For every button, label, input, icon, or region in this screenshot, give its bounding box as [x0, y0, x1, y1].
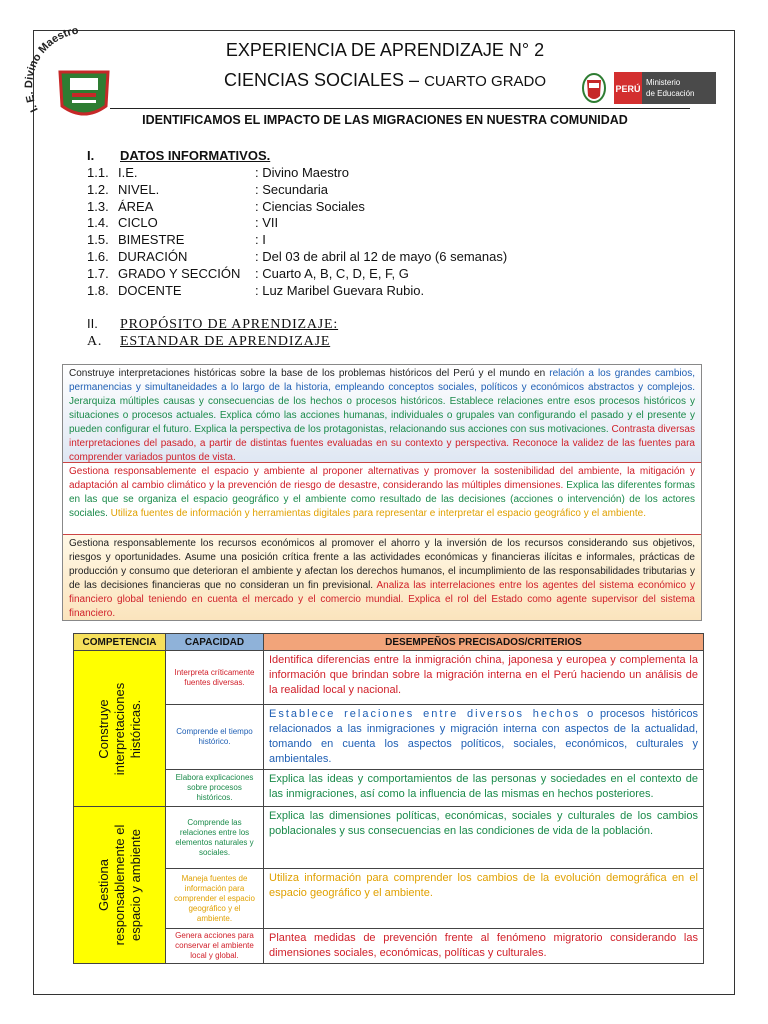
section-number: I.	[87, 148, 95, 163]
competencia-espacio	[74, 807, 166, 964]
competencia-line: espacio y ambiente	[127, 828, 143, 942]
datos-key: NIVEL.	[118, 181, 160, 197]
standard-economia	[63, 535, 701, 620]
datos-row	[87, 266, 507, 283]
datos-value: : Divino Maestro	[255, 165, 349, 180]
standard-text: Explica las diferentes formas en las que se organiza el espacio geográfico y el ambiente como resultado de las decisiones (acciones o intervención) de los actores sociales.	[69, 480, 695, 519]
table-row	[74, 770, 704, 807]
datos-key: DOCENTE	[118, 282, 182, 298]
competencia-line: históricas.	[127, 699, 143, 758]
table-header-row	[74, 634, 704, 651]
datos-row	[87, 283, 507, 300]
datos-value: : Luz Maribel Guevara Rubio.	[255, 282, 425, 298]
competencia-label	[96, 825, 144, 946]
datos-value: : VII	[255, 215, 279, 231]
competencias-table	[73, 633, 704, 964]
grade-label: CUARTO GRADO	[424, 73, 547, 90]
datos-key: CICLO	[118, 215, 158, 231]
capacidad-cell: Elabora explicaciones sobre procesos históricos.	[166, 770, 264, 807]
peru-shield-icon	[583, 74, 605, 102]
header-capacidad: CAPACIDAD	[166, 634, 264, 651]
datos-value: : I	[255, 232, 266, 248]
datos-num: 1.7.	[87, 265, 109, 281]
datos-num: 1.2.	[87, 181, 109, 197]
standard-historia	[63, 365, 701, 463]
capacidad-cell: Comprende el tiempo histórico.	[166, 705, 264, 770]
header-competencia: COMPETENCIA	[74, 634, 166, 651]
experience-subtitle: IDENTIFICAMOS EL IMPACTO DE LAS MIGRACIONES EN NUESTRA COMUNIDAD	[142, 113, 628, 127]
datos-row	[87, 165, 507, 182]
standard-text: Gestiona responsablemente los recursos económicos al promover el ahorro y la inversión de los recursos considerando sus objetivos, riesgos y oportunidades. Asume una posición crítica frente a las actividades económicas y financieras ilícitas e informales, prácticas de producción y consumo que deterioran el ambiente y afectan los derechos humanos, el incumplimiento de las responsabilidades tributarias y de las decisiones financieras que no consideran un fin previsional.	[69, 538, 695, 591]
datos-row	[87, 182, 507, 199]
datos-num: 1.5.	[87, 232, 109, 248]
datos-row	[87, 215, 507, 232]
datos-list	[87, 165, 507, 299]
datos-value: : Secundaria	[255, 181, 328, 197]
datos-key: ÁREA	[118, 198, 154, 214]
standards-box	[62, 364, 702, 621]
competencia-line: Gestiona	[95, 858, 111, 912]
standard-text: Contrasta diversas interpretaciones del pasado, a partir de distintas fuentes evaluadas en su contexto y perspectiva. Reconoce la validez de las fuentes para comprender variados puntos de vista.	[69, 424, 695, 463]
standard-text: Utiliza fuentes de información y herramientas digitales para representar e interpretar el espacio geográfico y el ambiente.	[107, 508, 646, 519]
datos-key: GRADO Y SECCIÓN	[118, 265, 241, 281]
section-label: PROPÓSITO DE APRENDIZAJE:	[120, 317, 339, 332]
competencia-historia	[74, 651, 166, 807]
page-title: EXPERIENCIA DE APRENDIZAJE N° 2	[225, 40, 545, 60]
competencia-line: responsablemente el	[111, 824, 127, 946]
datos-value: : Cuarto A, B, C, D, E, F, G	[255, 265, 409, 281]
section-label: ESTANDAR DE APRENDIZAJE	[120, 334, 331, 349]
competencia-line: Construye	[95, 698, 111, 759]
datos-row	[87, 232, 507, 249]
capacidad-cell: Genera acciones para conservar el ambiente local y global.	[166, 929, 264, 964]
datos-key: DURACIÓN	[118, 248, 188, 264]
standard-text: Gestiona responsablemente el espacio y ambiente al proponer alternativas y promover la sostenibilidad del ambiente, la mitigación y adaptación al cambio climático y la prevención de riesgo de desastre, considerando las múltiples dimensiones.	[69, 466, 695, 491]
standard-text: Analiza las interrelaciones entre los agentes del sistema económico y financiero global teniendo en cuenta el mercado y el comercio mundial. Explica el rol del Estado como agente supervisor del sistema financiero.	[69, 580, 696, 619]
standard-espacio	[63, 463, 701, 535]
table-row	[74, 929, 704, 964]
datos-num: 1.6.	[87, 248, 109, 264]
desempeno-cell: Explica las ideas y comportamientos de las personas y sociedades en el contexto de las inmigraciones, así como la influencia de las mismas en hechos posteriores.	[264, 770, 704, 807]
datos-value: : Del 03 de abril al 12 de mayo (6 semanas)	[255, 248, 508, 264]
section-number: A.	[87, 334, 103, 349]
section-estandar-heading	[87, 334, 330, 350]
datos-num: 1.3.	[87, 198, 109, 214]
standard-text: Jerarquiza múltiples causas y consecuencias de los hechos o procesos históricos. Establece relaciones entre esos procesos históricos y situaciones o procesos actuales. Explica cómo las acciones humanas, individuales o grupales van configurando el pasado y el presente y pueden configurar el futuro. Explica la perspectiva de los protagonistas, relacionando sus acciones con sus motivaciones.	[69, 396, 695, 435]
table-row	[74, 807, 704, 869]
standard-text: Construye interpretaciones históricas sobre la base de los problemas históricos del Perú y el mundo en	[69, 368, 550, 379]
datos-value: : Ciencias Sociales	[255, 198, 365, 214]
section-proposito-heading	[87, 316, 338, 333]
capacidad-cell: Maneja fuentes de información para comprender el espacio geográfico y el ambiente.	[166, 869, 264, 929]
area-label: CIENCIAS SOCIALES –	[223, 70, 420, 90]
ministry-name-line2: de Educación	[646, 89, 695, 98]
table-row	[74, 651, 704, 705]
competencia-line: interpretaciones	[111, 682, 127, 775]
datos-key: BIMESTRE	[118, 232, 185, 248]
desempeno-cell: Identifica diferencias entre la inmigración china, japonesa y europea y complementa la información que brindan sobre la migración interna en el Perú haciendo un análisis de la realidad local y nacional.	[264, 651, 704, 705]
table-row	[74, 869, 704, 929]
standard-text: relación a los grandes cambios, permanencias y simultaneidades a lo largo de la historia, empleando conceptos sociales, políticos y económicos abstractos y complejos.	[69, 368, 695, 393]
capacidad-cell: Comprende las relaciones entre los elementos naturales y sociales.	[166, 807, 264, 869]
datos-row	[87, 249, 507, 266]
section-label: DATOS INFORMATIVOS.	[120, 148, 271, 163]
school-logo	[20, 22, 140, 122]
desempeno-cell: Utiliza información para comprender los cambios de la evolución demográfica en el espacio geográfico y el ambiente.	[264, 869, 704, 929]
table-row	[74, 705, 704, 770]
competencia-label	[96, 682, 144, 775]
school-name-arc: I. E. Divino Maestro	[23, 24, 80, 114]
desempeno-cell: Explica las dimensiones políticas, económicas, sociales y culturales de los cambios poblacionales y sus consecuencias en las condiciones de vida de la población.	[264, 807, 704, 869]
section-datos-heading	[87, 148, 270, 163]
ministry-name-line1: Ministerio	[646, 78, 681, 87]
page-subtitle-area	[160, 70, 610, 91]
header-desempenos: DESEMPEÑOS PRECISADOS/CRITERIOS	[264, 634, 704, 651]
title-divider	[110, 108, 690, 109]
datos-num: 1.8.	[87, 282, 109, 298]
capacidad-cell: Interpreta críticamente fuentes diversas.	[166, 651, 264, 705]
desempeno-cell	[264, 705, 704, 770]
desempeno-text: o procesos históricos relacionados a las inmigraciones y migración interna con aspectos de la actualidad, tomando en cuenta los aspectos políticos, sociales, económicos, culturales y ambientales.	[269, 708, 698, 765]
section-number: II.	[87, 316, 98, 331]
datos-num: 1.1.	[87, 165, 109, 180]
datos-key: I.E.	[118, 165, 138, 180]
datos-row	[87, 199, 507, 216]
desempeno-cell: Plantea medidas de prevención frente al fenómeno migratorio considerando las dimensiones sociales, económicas, políticas y culturales.	[264, 929, 704, 964]
desempeno-text: Establece relaciones entre diversos hechos	[269, 708, 581, 720]
ministry-country: PERÚ	[615, 84, 641, 94]
ministry-logo	[580, 68, 720, 108]
datos-num: 1.4.	[87, 215, 109, 231]
